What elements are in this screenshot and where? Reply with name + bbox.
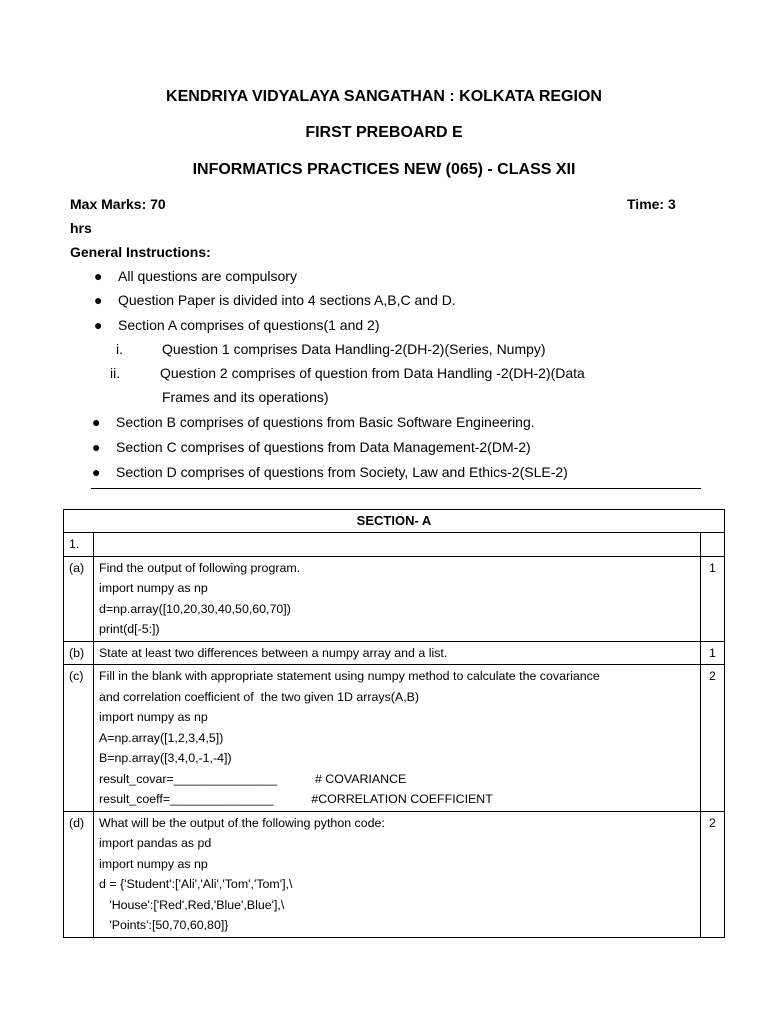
time-allowed: Time: 3 <box>627 196 676 212</box>
code-line: import numpy as np <box>99 710 208 724</box>
bullet-icon: ● <box>94 292 103 308</box>
school-title: KENDRIYA VIDYALAYA SANGATHAN : KOLKATA REGION <box>166 88 602 105</box>
code-line: import numpy as np <box>99 856 208 871</box>
code-line: import numpy as np <box>99 581 208 595</box>
bullet-icon: ● <box>94 268 103 284</box>
roman-numeral: i. <box>116 341 123 357</box>
instruction-item: Section D comprises of questions from Society, Law and Ethics-2(SLE-2) <box>116 464 568 480</box>
instructions-heading: General Instructions: <box>70 244 211 260</box>
table-row <box>64 665 725 812</box>
marks-cell: 1 <box>701 641 725 665</box>
question-text <box>94 533 701 557</box>
bullet-icon: ● <box>92 439 101 455</box>
question-line: State at least two differences between a numpy array and a list. <box>99 645 448 660</box>
instruction-subitem-cont: Frames and its operations) <box>162 389 329 405</box>
instruction-subitem: Question 1 comprises Data Handling-2(DH-2)(Series, Numpy) <box>162 341 546 357</box>
instruction-subitem: Question 2 comprises of question from Data Handling -2(DH-2)(Data <box>160 365 585 381</box>
code-line: print(d[-5:]) <box>99 622 160 636</box>
code-line: A=np.array([1,2,3,4,5]) <box>99 730 224 745</box>
question-label: (b) <box>64 641 94 665</box>
code-line: result_covar=_______________ # COVARIANCE <box>99 771 407 786</box>
section-heading: SECTION- A <box>64 510 725 533</box>
instruction-item: Section A comprises of questions(1 and 2) <box>118 317 380 333</box>
question-table <box>63 509 725 938</box>
question-text <box>94 665 701 812</box>
code-line: d = {'Student':['Ali','Ali','Tom','Tom'],\ <box>99 877 293 891</box>
marks-cell <box>701 533 725 557</box>
table-row <box>64 811 725 937</box>
table-row <box>64 533 725 557</box>
marks-cell: 2 <box>701 665 725 812</box>
bullet-icon: ● <box>92 464 101 480</box>
question-text <box>94 641 701 665</box>
instruction-item: All questions are compulsory <box>118 268 297 284</box>
divider <box>91 488 701 489</box>
question-line: What will be the output of the following python code: <box>99 815 385 830</box>
time-unit: hrs <box>70 220 92 236</box>
question-number: 1. <box>64 533 94 557</box>
instruction-item: Section B comprises of questions from Basic Software Engineering. <box>116 414 535 430</box>
max-marks: Max Marks: 70 <box>70 196 166 212</box>
table-row <box>64 556 725 641</box>
code-line: result_coeff=_______________ #CORRELATION COEFFICIENT <box>99 792 493 806</box>
question-label: (c) <box>64 665 94 812</box>
question-line: and correlation coefficient of the two given 1D arrays(A,B) <box>99 689 420 704</box>
bullet-icon: ● <box>92 414 101 430</box>
question-text <box>94 811 701 937</box>
question-line: Fill in the blank with appropriate statement using numpy method to calculate the covariance <box>99 669 600 683</box>
question-label: (d) <box>64 811 94 937</box>
code-line: import pandas as pd <box>99 836 212 850</box>
code-line: 'House':['Red',Red,'Blue',Blue'],\ <box>99 897 285 912</box>
code-line: d=np.array([10,20,30,40,50,60,70]) <box>99 601 291 616</box>
code-line: 'Points':[50,70,60,80]} <box>99 918 229 932</box>
instruction-item: Question Paper is divided into 4 sections A,B,C and D. <box>118 292 456 308</box>
subject-title: INFORMATICS PRACTICES NEW (065) - CLASS XII <box>192 161 576 178</box>
question-line: Find the output of following program. <box>99 560 301 575</box>
roman-numeral: ii. <box>110 365 121 381</box>
question-text <box>94 556 701 641</box>
marks-cell: 1 <box>701 556 725 641</box>
exam-title: FIRST PREBOARD E <box>305 124 463 141</box>
table-row <box>64 641 725 665</box>
question-label: (a) <box>64 556 94 641</box>
marks-cell: 2 <box>701 811 725 937</box>
instruction-item: Section C comprises of questions from Data Management-2(DM-2) <box>116 439 531 455</box>
code-line: B=np.array([3,4,0,-1,-4]) <box>99 751 232 765</box>
bullet-icon: ● <box>94 317 103 333</box>
